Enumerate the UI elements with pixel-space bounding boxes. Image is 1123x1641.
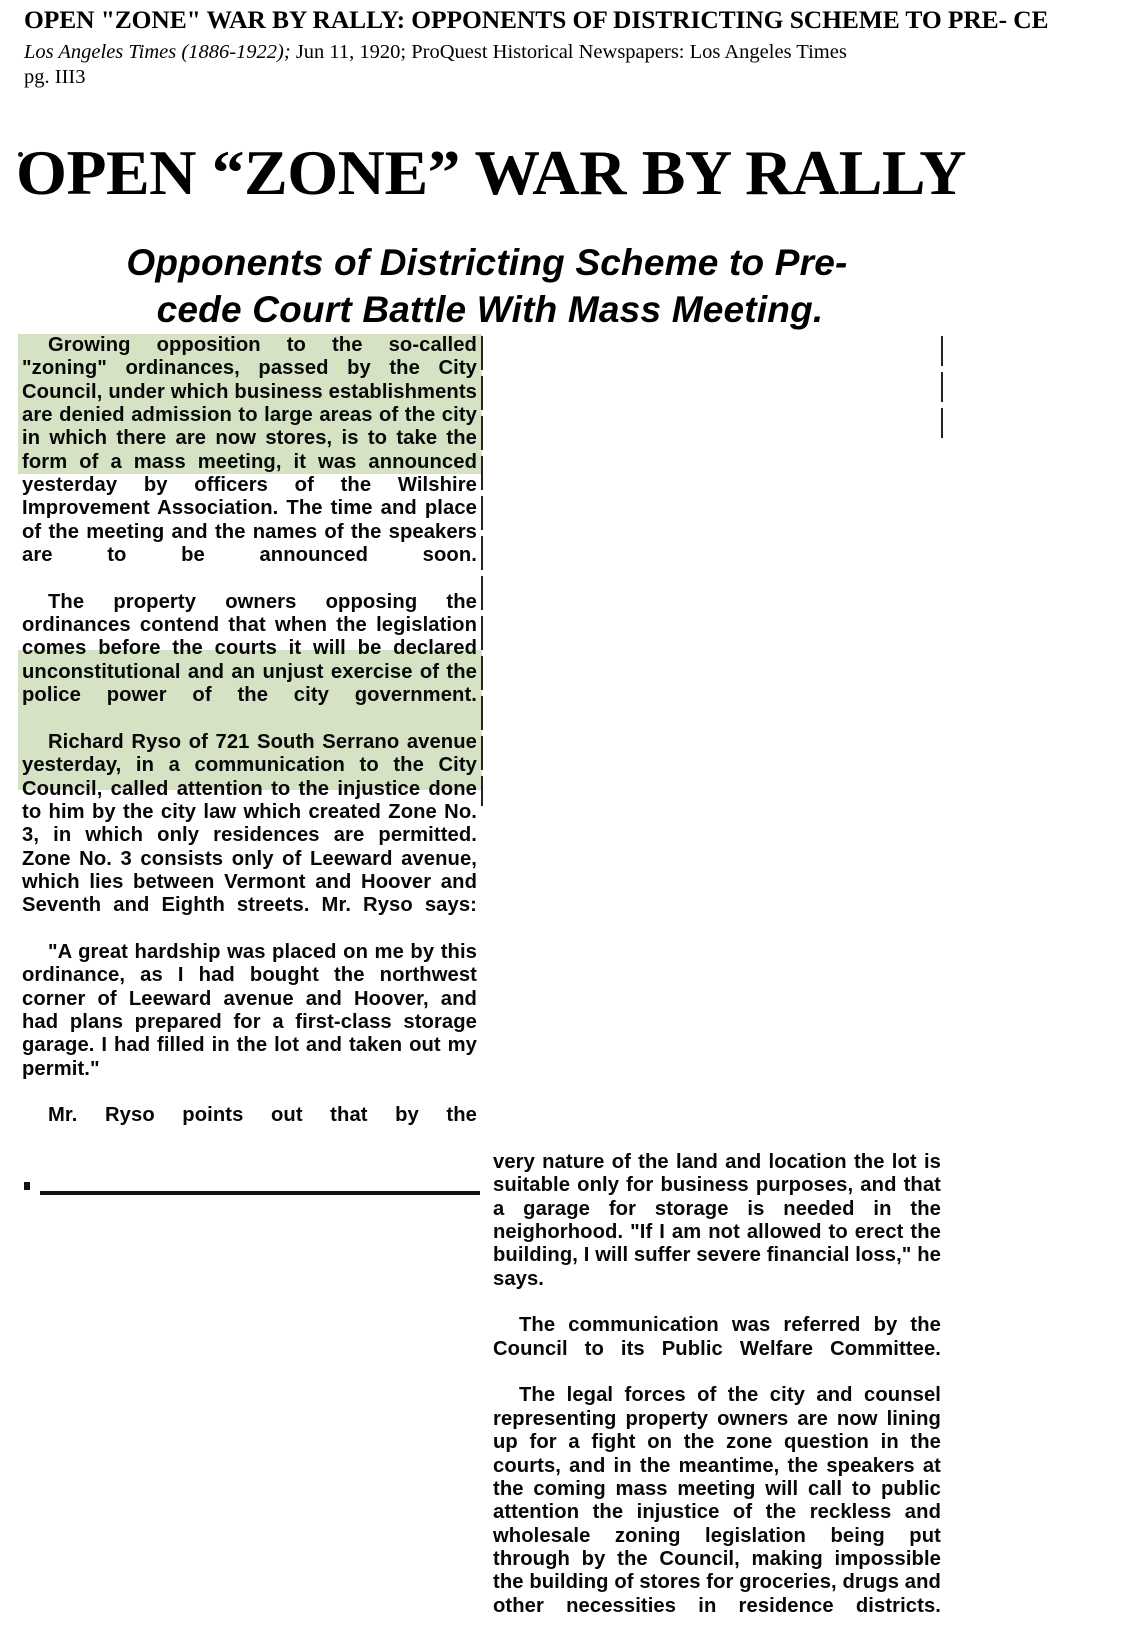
article-column-two: [493, 1151, 941, 1641]
paragraph: The communication was referred by the Council to its Public Welfare Committee.: [493, 1314, 941, 1360]
scan-artifact-mark: [24, 1182, 30, 1190]
paragraph: Mr. Ryso points out that by the: [48, 1104, 477, 1127]
publication-name: Los Angeles Times (1886-1922);: [24, 41, 291, 63]
paragraph: "A great hardship was placed on me by this ordinance, as I had bought the northwest corner of Leeward avenue and Hoover, and had plans prepared for a first-class storage garage. I had filled in the lot and taken out my permit.": [22, 940, 477, 1080]
database-record-title: OPEN "ZONE" WAR BY RALLY: OPPONENTS OF DISTRICTING SCHEME TO PRE- CE: [24, 6, 1049, 34]
paragraph: The property owners opposing the ordinances contend that when the legislation comes before the courts it will be declared unconstitutional and an unjust exercise of the police power of the city government.: [22, 590, 477, 707]
paragraph: Richard Ryso of 721 South Serrano avenue yesterday, in a communication to the City Council, called attention to the injustice done to him by the city law which created Zone No. 3, in which only residences are permitted. Zone No. 3 consists only of Leeward avenue, which lies between Vermont and Hoover and Seventh and Eighth streets. Mr. Ryso says:: [22, 730, 477, 917]
paragraph: Growing opposition to the so-called "zoning" ordinances, passed by the City Council, under which business establishments are denied admission to large areas of the city in which there are now stores, is to take the form of a mass meeting, it was announced yesterday by officers of the Wilshire Improvement Association. The time and place of the meeting and the names of the speakers are to be announced soon.: [22, 334, 477, 567]
article-column-one: [22, 334, 477, 1151]
page-number-label: pg. III3: [24, 66, 86, 88]
citation-details: Jun 11, 1920; ProQuest Historical Newspapers: Los Angeles Times: [290, 41, 847, 63]
column-bottom-rule: [40, 1191, 480, 1195]
article-headline: OPEN “ZONE” WAR BY RALLY: [16, 138, 966, 209]
column-divider-rule: [481, 336, 483, 806]
deck-line-two: cede Court Battle With Mass Meeting.: [156, 289, 824, 331]
article-deck: [0, 239, 960, 334]
database-citation-line: [24, 40, 847, 65]
right-margin-rule: [941, 336, 943, 444]
paragraph: The legal forces of the city and counsel representing property owners are now lining up for a fight on the zone question in the courts, and in the meantime, the speakers at the coming mass meeting will call to public attention the injustice of the reckless and wholesale zoning legislation being put through by the Council, making impossible the building of stores for groceries, drugs and other necessities in residence districts.: [493, 1384, 941, 1617]
deck-line-one: Opponents of Districting Scheme to Pre-: [126, 241, 848, 283]
paragraph: very nature of the land and location the lot is suitable only for business purposes, and that a garage for storage is needed in the neighorhood. "If I am not allowed to erect the building, I will suffer severe financial loss," he says.: [493, 1151, 941, 1290]
